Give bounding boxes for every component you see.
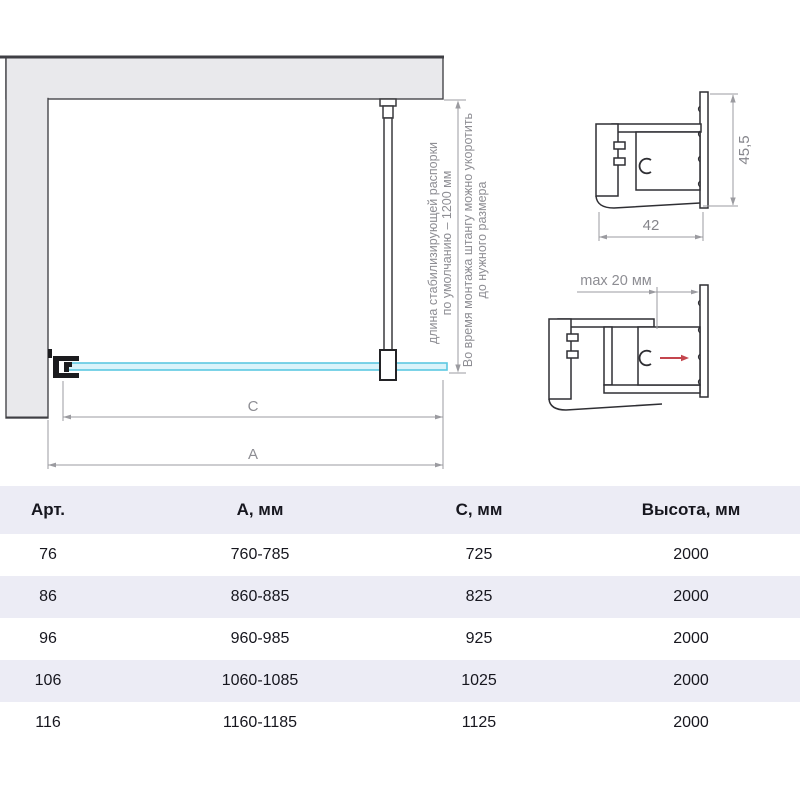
cell-a: 1060-1085 <box>96 660 424 702</box>
cell-c: 925 <box>424 618 534 660</box>
cell-height: 2000 <box>534 702 800 744</box>
profile-section-closed <box>596 92 708 208</box>
arrowhead <box>435 463 443 468</box>
cell-height: 2000 <box>534 576 800 618</box>
arrowhead <box>63 415 71 420</box>
cell-a: 860-885 <box>96 576 424 618</box>
stabilizer-bar <box>380 99 396 380</box>
cell-art: 76 <box>0 534 96 576</box>
arrowhead <box>691 290 699 295</box>
sliding-extension <box>638 327 700 385</box>
cell-c: 1025 <box>424 660 534 702</box>
cell-height: 2000 <box>534 618 800 660</box>
arrowhead <box>599 235 607 240</box>
dim-c-label: C <box>247 398 259 415</box>
arrowhead <box>455 365 460 373</box>
column-header-c: С, мм <box>424 486 534 534</box>
table-row <box>0 660 800 702</box>
size-table <box>0 486 800 744</box>
table-row <box>0 702 800 744</box>
bar-glass-clamp <box>380 350 396 380</box>
cell-a: 760-785 <box>96 534 424 576</box>
size-table-header <box>0 486 800 534</box>
profile-section-extended <box>549 285 708 410</box>
cell-c: 725 <box>424 534 534 576</box>
cell-height: 2000 <box>534 534 800 576</box>
column-header-a: А, мм <box>96 486 424 534</box>
column-header-art: Арт. <box>0 486 96 534</box>
table-row <box>0 534 800 576</box>
column-header-height: Высота, мм <box>534 486 800 534</box>
dimension-a <box>48 420 443 469</box>
table-row <box>0 618 800 660</box>
cell-a: 1160-1185 <box>96 702 424 744</box>
cell-c: 1125 <box>424 702 534 744</box>
install-note-line2: до нужного размера <box>475 181 489 299</box>
arrowhead <box>48 463 56 468</box>
max-extension-label: max 20 мм <box>580 273 652 289</box>
cell-c: 825 <box>424 576 534 618</box>
table-row <box>0 576 800 618</box>
cell-art: 106 <box>0 660 96 702</box>
stabilizer-note-line2: по умолчанию – 1200 мм <box>440 170 454 316</box>
cell-art: 96 <box>0 618 96 660</box>
install-note-line1: Во время монтажа штангу можно укоротить <box>461 112 475 368</box>
profile-width-label: 42 <box>642 217 660 234</box>
cell-height: 2000 <box>534 660 800 702</box>
arrowhead <box>455 101 460 109</box>
cell-art: 116 <box>0 702 96 744</box>
arrowhead <box>649 290 657 295</box>
dim-a-label: A <box>247 446 259 463</box>
bar-rod <box>384 118 392 350</box>
profile-height-label: 45,5 <box>736 135 753 165</box>
arrowhead <box>730 198 735 206</box>
cell-a: 960-985 <box>96 618 424 660</box>
cell-art: 86 <box>0 576 96 618</box>
bar-wall-mount <box>380 99 396 106</box>
arrowhead <box>695 235 703 240</box>
arrowhead <box>730 95 735 103</box>
stabilizer-note-line1: длина стабилизирующей распорки <box>426 141 440 345</box>
arrowhead <box>435 415 443 420</box>
